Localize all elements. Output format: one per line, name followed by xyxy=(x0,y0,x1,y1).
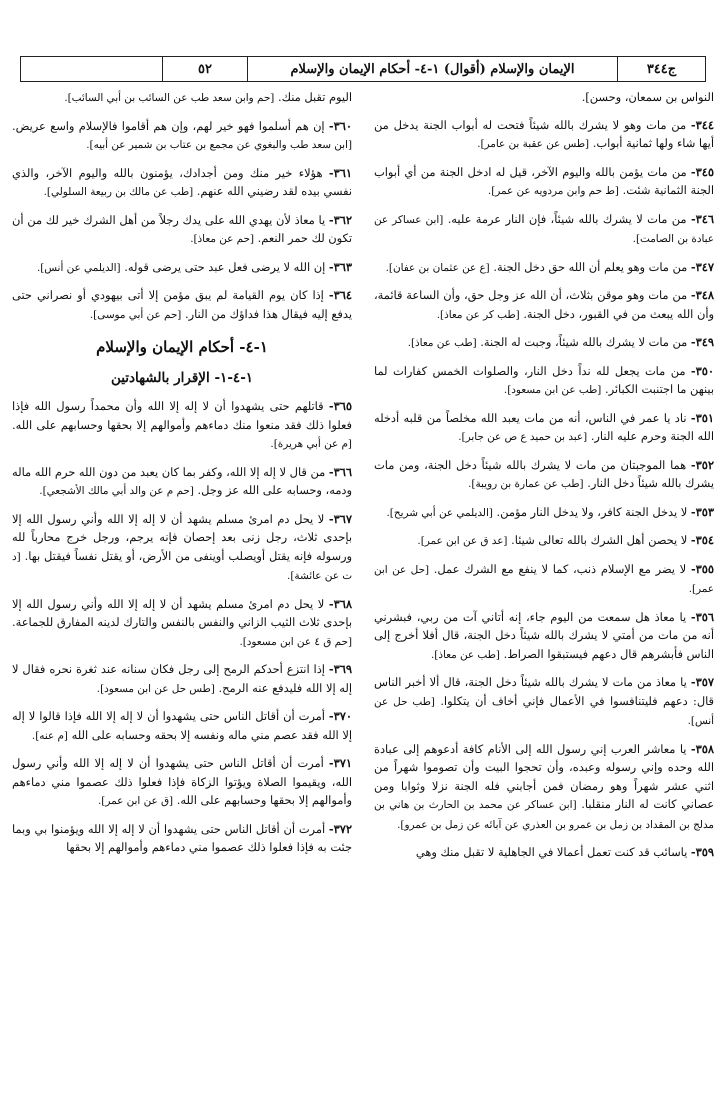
hadith-entry xyxy=(374,163,714,201)
hadith-entry xyxy=(12,707,352,745)
hadith-entry xyxy=(12,510,352,586)
page-header xyxy=(20,56,706,82)
hadith-reference: [ابن سعد طب والبغوي عن مجمع بن عتاب بن شمير عن أبيه]. xyxy=(86,139,352,151)
hadith-entry xyxy=(12,211,352,249)
hadith-number: ٣٥٤- xyxy=(690,533,714,547)
hadith-number: ٣٥٠- xyxy=(690,363,715,378)
hadith-reference: [ق عن ابن عمر]. xyxy=(97,795,174,807)
hadith-text: هما الموجبتان من مات لا يشرك بالله شيئاً دخل الجنة، ومن مات يشرك بالله شيئاً دخل النار. xyxy=(374,457,714,490)
hadith-entry xyxy=(374,210,714,249)
hadith-entry xyxy=(12,117,352,155)
hadith-text: إذا كان يوم القيامة لم يبق مؤمن إلا أتى بيهودي أو نصراني حتى يدفع إليه فيقال هذا فداؤك من النار. xyxy=(12,288,352,321)
hadith-reference: [طب عن معاذ]. xyxy=(407,337,477,349)
hadith-text: من مات يؤمن بالله واليوم الآخر، قيل له ادخل الجنة من أي أبواب الجنة الثمانية شئت. xyxy=(374,164,714,197)
hadith-text: من مات وهو موقن بثلاث، أن الله عز وجل حق، وأن الساعة قائمة، وأن الله يبعث من في القبور، دخل الجنة. xyxy=(374,288,714,321)
header-empty-cell xyxy=(21,57,162,81)
hadith-text: ياسائب قد كنت تعمل أعمالا في الجاهلية لا تقبل منك وهي xyxy=(415,845,688,859)
hadith-text: يا معاذ لأن يهدي الله على يدك رجلاً من أهل الشرك خير لك من أن تكون لك حمر النعم. xyxy=(12,212,352,245)
hadith-number: ٣٥٨- xyxy=(690,741,715,756)
hadith-entry xyxy=(374,673,714,731)
hadith-text: لا يحصن أهل الشرك بالله تعالى شيئا. xyxy=(511,533,688,547)
hadith-text: لا يحل دم امرئ مسلم يشهد أن لا إله إلا الله وأني رسول الله إلا بإحدى ثلاث، رجل زنى بعد إحصان فإنه يرجم، ورجل خرج محارباً لله ورسوله فإنه يقتل أويصلب أوينفى من الأرض، أو يقتل نفساً فيقتل بها. xyxy=(12,511,352,563)
hadith-entry xyxy=(12,286,352,324)
hadith-text: إن الله لا يرضى فعل عبد حتى يرضى قوله. xyxy=(124,259,326,274)
subsection-title: ١-٤-١- الإقرار بالشهادتين xyxy=(110,369,254,386)
left-column-top xyxy=(12,88,352,324)
hadith-entry xyxy=(374,409,714,447)
hadith-number: ٣٥٩- xyxy=(690,845,714,859)
hadith-number: ٣٥١- xyxy=(690,410,714,425)
hadith-number: ٣٤٧- xyxy=(690,259,714,274)
hadith-entry xyxy=(374,362,714,400)
hadith-reference: [حم م عن والد أبي مالك الأشجعي]. xyxy=(39,485,194,497)
hadith-text: من مات لا يشرك بالله شيئاً، وجبت له الجنة. xyxy=(480,335,688,349)
hadith-entry xyxy=(12,595,352,652)
hadith-reference: [طب عن معاذ]. xyxy=(430,648,500,661)
hadith-number: ٣٦٢- xyxy=(328,212,352,227)
hadith-entry xyxy=(374,88,714,107)
hadith-reference: [طب حل عن أنس]. xyxy=(374,695,714,727)
hadith-reference: [حل عن ابن عمر]. xyxy=(374,563,714,595)
hadith-text: أمرت أن أقاتل الناس حتى يشهدوا أن لا إله إلا الله ويؤمنوا بي وبما جئت به فإذا فعلوا ذلك عصموا مني دماءهم وأموالهم إلا بحقها xyxy=(12,821,352,854)
hadith-text: من مات وهو لا يشرك بالله شيئاً فتحت له أبواب الجنة يدخل من أيها شاء ولها ثمانية أبواب. xyxy=(374,117,714,150)
hadith-number: ٣٦٨- xyxy=(328,596,352,611)
hadith-text: من قال لا إله إلا الله، وكفر بما كان يعبد من دون الله حرم الله ماله ودمه، وحسابه على الله عز وجل. xyxy=(12,464,352,497)
hadith-text: لا يحل دم امرئ مسلم يشهد أن لا إله إلا الله وأني رسول الله إلا بإحدى ثلاث الثيب الزاني والنفس بالنفس والتارك لدينه المفارق للجماعة. xyxy=(12,596,352,629)
hadith-text: من مات يجعل لله نداً دخل النار، والصلوات الخمس كفارات لما بينهن ما اجتنبت الكبائر. xyxy=(374,363,714,396)
hadith-number: ٣٥٢- xyxy=(690,457,715,472)
hadith-entry xyxy=(374,286,714,324)
hadith-reference: [د ت عن عائشة]. xyxy=(12,550,352,582)
hadith-entry xyxy=(12,164,352,202)
hadith-number: ٣٤٩- xyxy=(690,335,714,349)
hadith-entry xyxy=(374,258,714,278)
hadith-reference: [طب كر عن معاذ]. xyxy=(436,308,520,321)
hadith-entry xyxy=(12,397,352,454)
page-number: ٥٢ xyxy=(162,57,247,81)
hadith-reference: [ابن عساكر عن عبادة بن الصامت]. xyxy=(374,213,714,245)
hadith-reference: [ط حم وابن مردويه عن عمر]. xyxy=(487,185,619,197)
section-title: ١-٤- أحكام الإيمان والإسلام xyxy=(96,338,268,356)
hadith-number: ٣٤٤- xyxy=(690,117,715,132)
hadith-entry xyxy=(12,660,352,698)
hadith-number: ٣٥٥- xyxy=(690,561,715,576)
hadith-text: ناد يا عمر في الناس، أنه من مات يعبد الله مخلصاً من قلبه أدخله الله الجنة وحرم عليه النار. xyxy=(374,410,714,443)
hadith-number: ٣٤٥- xyxy=(690,164,714,179)
hadith-reference: [حم عن أبي موسى]. xyxy=(89,308,182,321)
volume-number: ج٣٤٤ xyxy=(617,57,705,81)
hadith-text: يا معاذ هل سمعت من اليوم جاء، إنه أتاني آت من ربي، فبشرني أنه من مات من أمتي لا يشرك بالله شيئاً دخل الجنة، قال أفلا أخرج إلى الناس فأبشرهم قال دعهم فيستبقوا الصراط. xyxy=(374,609,714,661)
hadith-entry xyxy=(374,740,714,835)
hadith-entry xyxy=(374,843,714,862)
hadith-reference: [حم وابن سعد طب عن السائب بن أبي السائب]. xyxy=(64,92,275,104)
hadith-number: ٣٦٣- xyxy=(328,259,352,274)
hadith-entry xyxy=(374,456,714,494)
hadith-entry xyxy=(374,333,714,353)
hadith-reference: [عبد بن حميد ع ص عن جابر]. xyxy=(458,431,588,443)
hadith-number: ٣٧٠- xyxy=(328,709,352,723)
hadith-text: أمرت أن أقاتل الناس حتى يشهدوا أن لا إله إلا الله وأني رسول الله، ويقيموا الصلاة ويؤتوا الزكاة فإذا فعلوا ذلك عصموا مني دماءهم وأموالهم إلا بحقها وحسابهم على الله. xyxy=(12,756,352,807)
hadith-text: إذا انتزع أحدكم الرمح إلى رجل فكان سنانه عند ثغرة نحره فقال لا إله إلا الله فليدفع عنه الرمح. xyxy=(12,662,352,695)
hadith-number: ٣٥٦- xyxy=(690,609,714,624)
hadith-number: ٣٦٠- xyxy=(328,118,353,133)
left-column-bottom xyxy=(12,397,352,857)
hadith-reference: [ع عن عثمان بن عفان]. xyxy=(385,261,490,274)
left-column xyxy=(12,88,352,866)
hadith-number: ٣٦٥- xyxy=(328,399,352,413)
hadith-text: من مات وهو يعلم أن الله حق دخل الجنة. xyxy=(493,259,688,274)
hadith-reference: [عد ق عن ابن عمر]. xyxy=(417,535,508,547)
hadith-entry xyxy=(12,463,352,501)
hadith-text: أمرت أن أقاتل الناس حتى يشهدوا أن لا إله إلا الله فإذا قالوا لا إله إلا الله فقد عصم مني ماله ونفسه إلا بحقه وحسابه على الله xyxy=(12,709,352,742)
hadith-entry xyxy=(12,820,352,857)
hadith-entry xyxy=(374,560,714,599)
hadith-number: ٣٦٩- xyxy=(328,662,352,676)
hadith-reference: [م عنه]. xyxy=(31,729,68,742)
hadith-text: هؤلاء خير منك ومن أجدادك، يؤمنون بالله واليوم الآخر، والذي نفسي بيده لقد رضيني الله عنهم. xyxy=(12,165,352,198)
hadith-reference: [ابن عساكر عن محمد بن الحارث بن هاني بن مدلج بن المقداد بن زمل بن عمرو بن العذري عن آبائه عن زمل بن عمرو]. xyxy=(374,799,714,831)
hadith-text: إن هم أسلموا فهو خير لهم، وإن هم أقاموا فالإسلام واسع عريض. xyxy=(12,118,325,133)
hadith-number: ٣٦٧- xyxy=(328,511,352,526)
hadith-entry xyxy=(374,116,714,154)
hadith-number: ٣٧٢- xyxy=(328,821,352,836)
hadith-reference: [طب عن عمارة بن رويبة]. xyxy=(468,478,584,490)
hadith-entry xyxy=(374,531,714,551)
hadith-reference: [طب عن مالك بن ربيعة السلولي]. xyxy=(43,186,194,198)
hadith-text: قاتلهم حتى يشهدوا أن لا إله إلا الله وأن محمداً رسول الله فإذا فعلوا ذلك فقد منعوا منك دماءهم وأموالهم إلا بحقها وحسابهم على الله. xyxy=(12,399,352,432)
hadith-entry xyxy=(374,608,714,665)
hadith-reference: [حم ق ٤ عن ابن مسعود]. xyxy=(239,635,352,648)
hadith-number: ٣٦١- xyxy=(328,165,352,180)
hadith-number: ٣٥٣- xyxy=(690,504,714,519)
hadith-reference: [الديلمي عن أبي شريح]. xyxy=(386,506,493,519)
hadith-text: اليوم تقبل منك. xyxy=(277,90,352,104)
running-title: الإيمان والإسلام (أقوال) ١-٤- أحكام الإيمان والإسلام xyxy=(247,57,617,81)
hadith-text: يا معاشر العرب إني رسول الله إلى الأنام كافة أدعوهم إلى عبادة الله وحده وإني رسوله وعبده، وأن تحجوا البيت وأن تصوموا شهراً من اثني عشر شهراً وهو رمضان فمن أجابني فله الجنة نزلا وثوابا ومن عصاني كانت له النار منقلبا. xyxy=(374,741,714,811)
hadith-text: لا يضر مع الإسلام ذنب، كما لا ينفع مع الشرك عمل. xyxy=(433,561,687,576)
hadith-entry xyxy=(12,754,352,811)
hadith-entry xyxy=(12,88,352,108)
hadith-number: ٣٧١- xyxy=(328,756,352,770)
hadith-entry xyxy=(374,503,714,523)
hadith-text: النواس بن سمعان، وحسن]. xyxy=(581,90,714,104)
hadith-reference: [حم عن معاذ]. xyxy=(190,233,255,245)
hadith-text: يا معاذ من مات لا يشرك بالله شيئاً دخل الجنة، قال ألا أخبر الناس قال: دعهم فليتنافسوا في الأعمال فإني أخاف أن يتكلوا. xyxy=(374,675,715,708)
hadith-number: ٣٥٧- xyxy=(690,675,714,689)
hadith-number: ٣٤٨- xyxy=(690,288,715,302)
hadith-text: لا يدخل الجنة كافر، ولا يدخل النار مؤمن. xyxy=(496,504,688,519)
hadith-reference: [طس حل عن ابن مسعود]. xyxy=(96,682,215,695)
hadith-text: من مات لا يشرك بالله شيئاً، فإن النار عرمة عليه. xyxy=(447,211,687,226)
hadith-reference: [طب عن ابن مسعود]. xyxy=(503,384,602,396)
hadith-number: ٣٦٤- xyxy=(328,288,353,302)
hadith-reference: [م عن أبي هريرة]. xyxy=(270,438,352,450)
hadith-number: ٣٦٦- xyxy=(328,464,353,479)
right-column xyxy=(374,88,714,871)
hadith-number: ٣٤٦- xyxy=(690,211,715,226)
hadith-reference: [طس عن عقبة بن عامر]. xyxy=(477,138,590,150)
hadith-entry xyxy=(12,258,352,278)
hadith-reference: [الديلمي عن أنس]. xyxy=(36,261,121,274)
